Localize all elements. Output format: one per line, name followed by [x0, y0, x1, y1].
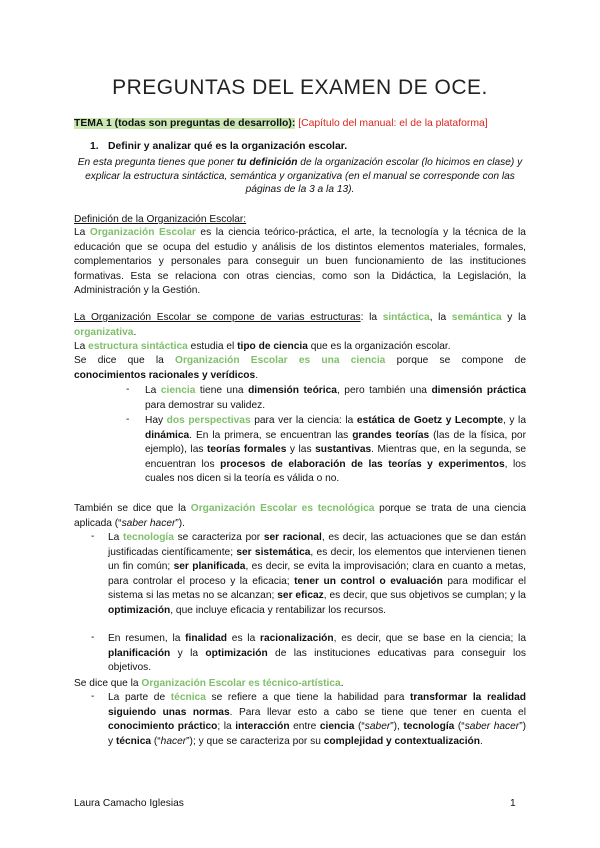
topic-heading	[74, 118, 488, 129]
topic-label: TEMA 1 (todas son preguntas de desarrollo):	[74, 118, 296, 129]
technology-bullet-1	[108, 531, 526, 618]
bullet-dash: -	[91, 632, 95, 643]
highlight: dos perspectivas	[166, 415, 251, 426]
bold-text: dimensión práctica	[431, 385, 526, 396]
bold-text: finalidad	[185, 633, 228, 644]
bullet-dash: -	[126, 414, 130, 425]
text: porque se compone de	[385, 355, 527, 366]
text: , los cuales nos dicen si la teoría es válida o no.	[145, 458, 527, 484]
text: para ver la ciencia: la	[250, 415, 357, 426]
bold-text: conocimiento práctico	[108, 721, 218, 732]
technical-bullet-1	[108, 691, 526, 749]
intro-bold: tu definición	[236, 157, 298, 168]
text: Se dice que la	[74, 355, 176, 366]
text: ; la	[217, 721, 236, 732]
bold-text: ser eficaz	[277, 590, 324, 601]
bold-text: conocimientos racionales y verídicos	[74, 370, 256, 381]
highlight: técnica	[170, 692, 206, 703]
bold-text: dimensión teórica	[248, 385, 337, 396]
definition-heading: Definición de la Organización Escolar:	[74, 214, 247, 225]
italic-text: saber hacer	[121, 517, 176, 529]
bold-text: interacción	[235, 721, 290, 732]
highlight: organizativa	[74, 326, 134, 338]
bold-text: planificación	[108, 647, 171, 659]
bold-text: racionalización	[260, 633, 334, 644]
italic-text: saber	[364, 721, 391, 732]
text: porque se trata de una ciencia aplicada (“	[74, 503, 526, 529]
text: (las de la física, por ejemplo), las	[145, 429, 526, 455]
text: , la	[429, 312, 452, 323]
bold-text: teorías formales	[206, 444, 287, 455]
intro-text: de la organización escolar (lo hicimos en clase) y explicar la estructura sintáctica, semántica y organizativa (en el manual se corresponde con las páginas de la 3 a la 13).	[85, 157, 523, 195]
text: es la	[227, 633, 261, 644]
bold-text: técnica	[115, 735, 152, 747]
highlight: Organización Escolar es técnico-artística	[141, 678, 341, 689]
topic-note: [Capítulo del manual: el de la plataforma]	[295, 118, 488, 129]
text: , es decir, que sus objetivos se cumplan; y la	[323, 590, 526, 601]
text: En resumen, la	[108, 633, 186, 644]
text: estudia el	[187, 341, 238, 352]
text: ”).	[175, 517, 186, 529]
bold-text: estática de Goetz y Lecompte	[356, 415, 504, 426]
text: ”) y	[108, 721, 526, 747]
bold-text: tecnología	[403, 721, 455, 732]
syntactic-paragraph	[74, 340, 451, 353]
text: para modificar el sistema si las metas no se alcanzan;	[108, 575, 527, 601]
text: que es la organización escolar.	[307, 341, 451, 352]
science-bullet-2	[145, 414, 526, 487]
bold-text: transformar la realidad siguiendo unas normas	[108, 692, 527, 718]
text: y la	[170, 647, 206, 659]
text: de las instituciones educativas para conseguir los objetivos.	[108, 647, 526, 673]
italic-text: saber hacer	[464, 721, 520, 732]
text: (“	[354, 721, 365, 732]
highlight: tecnología	[122, 532, 174, 543]
bold-text: ser sistemática	[236, 546, 311, 558]
text: para demostrar su validez.	[145, 399, 266, 411]
structures-paragraph	[74, 311, 526, 340]
text: , pero también una	[336, 385, 432, 396]
intro-text: En esta pregunta tienes que poner	[77, 157, 237, 168]
text: y la	[501, 312, 527, 323]
text: , es decir, se evita la improvisación; clara en cuanto a metas, para controlar el proceso y la eficacia;	[108, 561, 526, 587]
text: La	[145, 385, 161, 396]
bold-text: tipo de ciencia	[237, 341, 308, 352]
text: ”); y que se caracteriza por su	[186, 735, 324, 747]
text: : la	[360, 312, 383, 323]
text: .	[340, 678, 344, 689]
text: La	[108, 532, 123, 543]
text: La	[74, 227, 90, 238]
text: (“	[151, 735, 161, 747]
page-title: PREGUNTAS DEL EXAMEN DE OCE.	[112, 76, 488, 99]
text: .	[133, 326, 137, 338]
text: tiene una	[195, 385, 249, 396]
question-number: 1.	[90, 141, 99, 152]
text: , es decir, que se base en la ciencia; la	[333, 633, 526, 644]
bold-text: ser racional	[263, 532, 322, 543]
question-instructions	[74, 156, 526, 197]
underlined-text: La Organización Escolar se compone de varias estructuras	[74, 312, 361, 323]
text: entre	[289, 721, 320, 732]
text: También se dice que la	[74, 503, 191, 514]
question-text: Definir y analizar qué es la organización escolar.	[108, 141, 348, 152]
text: (“	[454, 721, 465, 732]
question-heading	[90, 141, 347, 152]
text: ”),	[390, 721, 404, 732]
text: , que incluye eficacia y rentabilizar los recursos.	[170, 604, 386, 616]
bold-text: sustantivas	[315, 444, 372, 455]
text: .	[255, 370, 259, 381]
highlight: Organización Escolar es una ciencia	[175, 355, 386, 366]
highlight: estructura sintáctica	[88, 341, 188, 352]
bullet-dash: -	[126, 384, 130, 395]
technology-bullet-2	[108, 632, 526, 676]
science-paragraph-line1	[74, 354, 526, 369]
text: La	[74, 341, 89, 352]
text: , y la	[503, 415, 526, 426]
text: La parte de	[108, 692, 171, 703]
text: , es decir, las actuaciones que se dan están justificadas científicamente;	[108, 532, 526, 558]
highlight: Organización Escolar es tecnológica	[190, 503, 375, 514]
bullet-dash: -	[91, 531, 95, 542]
highlight: sintáctica	[382, 312, 430, 323]
text: , es decir, los elementos que intervienen tienen un fin común;	[108, 546, 526, 572]
text: se refiere a que tiene la habilidad para	[205, 692, 411, 703]
text: . En la primera, se encuentran las	[189, 429, 353, 441]
text: se caracteriza por	[173, 532, 264, 543]
science-bullet-1	[145, 384, 526, 413]
bold-text: ser planificada	[173, 561, 246, 572]
bold-text: tener un control o evaluación	[294, 575, 443, 587]
bold-text: complejidad y contextualización	[323, 735, 480, 747]
highlight: semántica	[451, 312, 502, 323]
text: Se dice que la	[74, 678, 142, 689]
bold-text: procesos de elaboración de las teorías y experimentos	[220, 458, 505, 470]
bullet-dash: -	[91, 691, 95, 702]
bold-text: dinámica	[145, 429, 190, 441]
text: es la ciencia teórico-práctica, el arte, la tecnología y la técnica de la educación que se ocupa del estudio y análisis de los distintos elementos materiales, formales, complementarios y personales para conseguir un buen funcionamiento de las instituciones formativas. Esta se relaciona con otras ciencias, como son la Didáctica, la Legislación, la Administración y la Gestión.	[74, 227, 526, 296]
highlight: ciencia	[160, 385, 196, 396]
text: . Mientras que, en la segunda, se encuentran los	[145, 444, 526, 470]
text: . Para llevar esto a cabo se tiene que tener en cuenta el	[229, 706, 526, 718]
footer-author: Laura Camacho Iglesias	[74, 798, 184, 809]
text: Hay	[145, 415, 167, 426]
technology-paragraph	[74, 502, 526, 531]
bold-text: grandes teorías	[352, 429, 430, 441]
text: y las	[286, 444, 316, 455]
highlight: Organización Escolar	[89, 227, 196, 238]
bold-text: optimización	[205, 647, 268, 659]
footer-page-number: 1	[510, 798, 516, 809]
bold-text: optimización	[108, 604, 171, 616]
definition-paragraph	[74, 226, 526, 299]
italic-text: hacer	[160, 735, 187, 747]
science-paragraph-line2	[74, 369, 258, 382]
technical-artistic-paragraph	[74, 677, 344, 690]
text: .	[480, 735, 483, 747]
bold-text: ciencia	[319, 721, 355, 732]
